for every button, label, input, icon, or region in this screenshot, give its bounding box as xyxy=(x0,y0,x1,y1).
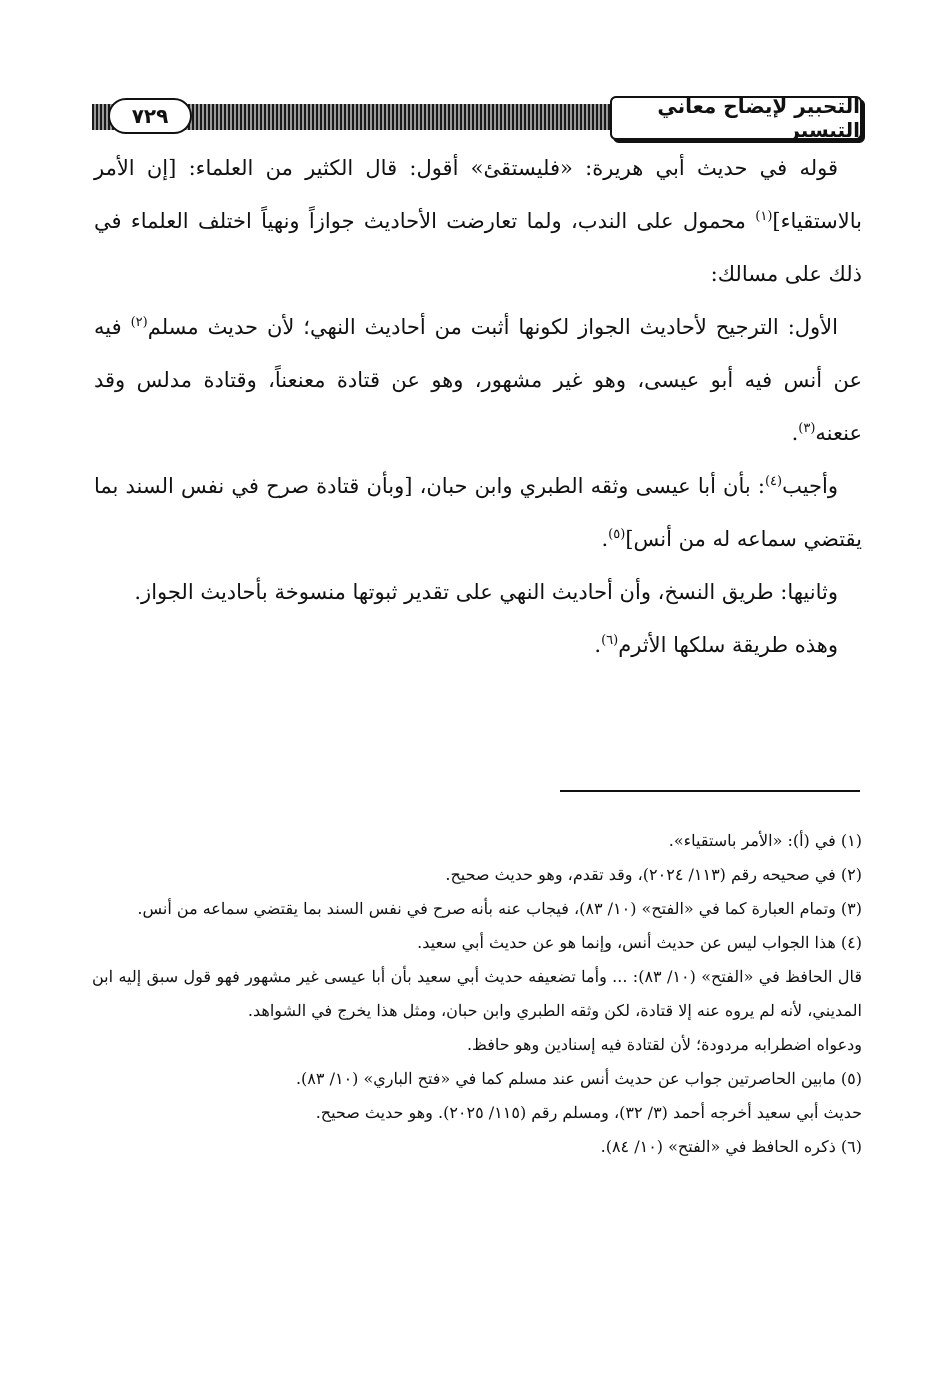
footnote-5-cont: حديث أبي سعيد أخرجه أحمد (٣/ ٣٢)، ومسلم رقم (١١٥/ ٢٠٢٥). وهو حديث صحيح. xyxy=(315,1103,862,1122)
page-header xyxy=(92,96,862,140)
paragraph-5-text: وهذه طريقة سلكها الأثرم xyxy=(618,633,838,657)
paragraph-3-end: . xyxy=(601,527,609,551)
paragraph-1-end: محمول على الندب، ولما تعارضت الأحاديث جوازاً ونهياً اختلف العلماء في ذلك على مسالك: xyxy=(94,209,862,286)
footnote-2: (٢) في صحيحه رقم (١١٣/ ٢٠٢٤)، وقد تقدم، وهو حديث صحيح. xyxy=(445,865,862,884)
paragraph-1 xyxy=(94,142,862,301)
paragraph-5-end: . xyxy=(594,633,602,657)
footnote-4: (٤) هذا الجواب ليس عن حديث أنس، وإنما هو عن حديث أبي سعيد. xyxy=(417,933,862,952)
footnotes xyxy=(92,824,862,1164)
paragraph-2-text: الأول: الترجيح لأحاديث الجواز لكونها أثبت من أحاديث النهي؛ لأن حديث مسلم xyxy=(147,315,838,339)
paragraph-3-mid: : بأن أبا عيسى وثقه الطبري وابن حبان، [وبأن قتادة صرح في نفس السند بما يقتضي سماعه له من أنس] xyxy=(94,474,862,551)
footnote-5: (٥) مابين الحاصرتين جواب عن حديث أنس عند مسلم كما في «فتح الباري» (١٠/ ٨٣). xyxy=(295,1069,862,1088)
main-text xyxy=(94,142,862,672)
paragraph-5 xyxy=(94,619,862,672)
footnote-ref-5: (٥) xyxy=(608,527,626,542)
footnote-ref-4: (٤) xyxy=(764,474,783,489)
paragraph-4: وثانيها: طريق النسخ، وأن أحاديث النهي على تقدير ثبوتها منسوخة بأحاديث الجواز. xyxy=(134,580,838,604)
footnote-ref-1: (١) xyxy=(755,209,773,224)
footnote-4-cont-2: ودعواه اضطرابه مردودة؛ لأن لقتادة فيه إسنادين وهو حافظ. xyxy=(466,1035,862,1054)
footnote-6: (٦) ذكره الحافظ في «الفتح» (١٠/ ٨٤). xyxy=(600,1137,862,1156)
paragraph-3 xyxy=(94,460,862,566)
paragraph-3-text: وأجيب xyxy=(782,474,838,498)
book-title: التحبير لإيضاح معاني التيسير xyxy=(610,96,862,140)
paragraph-2-end: . xyxy=(791,421,799,445)
footnote-ref-6: (٦) xyxy=(601,633,619,648)
footnote-separator xyxy=(560,790,860,792)
footnote-ref-3: (٣) xyxy=(798,421,816,436)
footnote-4-cont-1: قال الحافظ في «الفتح» (١٠/ ٨٣): ... وأما تضعيفه حديث أبي سعيد بأن أبا عيسى غير مشهور فهو قول سبق إليه ابن المديني، لأنه لم يروه عنه إلا قتادة، لكن وثقه الطبري وابن حبان، ومثل هذا يخرج في الشواهد. xyxy=(92,967,863,1020)
footnote-3: (٣) وتمام العبارة كما في «الفتح» (١٠/ ٨٣)، فيجاب عنه بأنه صرح في نفس السند بما يقتضي سماعه من أنس. xyxy=(137,899,862,918)
page-number: ٧٢٩ xyxy=(108,98,192,134)
paragraph-2 xyxy=(94,301,862,460)
footnote-ref-2: (٢) xyxy=(130,315,148,330)
paragraph-2-mid: فيه عن أنس فيه أبو عيسى، وهو غير مشهور، وهو عن قتادة معنعناً، وقتادة مدلس وقد عنعنه xyxy=(94,315,862,445)
footnote-1: (١) في (أ): «الأمر باستقياء». xyxy=(668,831,862,850)
paragraph-1-text: قوله في حديث أبي هريرة: «فليستقئ» أقول: قال الكثير من العلماء: [إن الأمر بالاستقياء] xyxy=(94,156,862,233)
